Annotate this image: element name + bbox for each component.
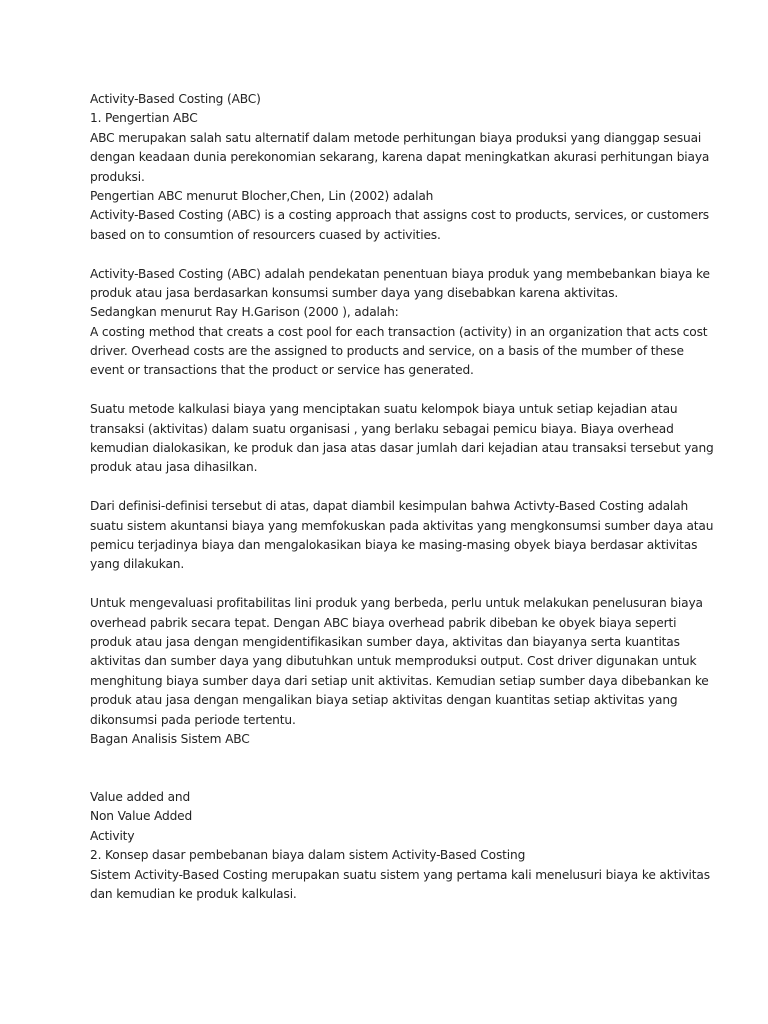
diagram-spacer	[90, 749, 690, 768]
paragraph-line: produk atau jasa dengan mengalikan biaya setiap aktivitas dengan kuantitas setiap aktivitas yang	[90, 693, 678, 708]
paragraph-line: dan kemudian ke produk kalkulasi.	[90, 887, 297, 902]
paragraph-line: based on to consumtion of resourcers cuased by activities.	[90, 227, 441, 242]
paragraph-line: Activity-Based Costing (ABC) adalah pendekatan penentuan biaya produk yang membebankan biaya ke	[90, 266, 710, 281]
paragraph-line: produksi.	[90, 169, 145, 184]
document-title: Activity-Based Costing (ABC)	[90, 92, 261, 106]
paragraph-spacer	[90, 575, 690, 594]
paragraph-line: dikonsumsi pada periode tertentu.	[90, 712, 296, 727]
paragraph-spacer	[90, 245, 690, 264]
diagram-spacer	[90, 769, 690, 788]
paragraph-line: produk atau jasa dihasilkan.	[90, 460, 258, 475]
paragraph-line: menghitung biaya sumber daya dari setiap unit aktivitas. Kemudian setiap sumber daya dibebankan ke	[90, 673, 709, 688]
paragraph-line: overhead pabrik secara tepat. Dengan ABC biaya overhead pabrik dibeban ke obyek biaya seperti	[90, 615, 677, 630]
paragraph-line: kemudian dialokasikan, ke produk dan jasa atas dasar jumlah dari kejadian atau transaksi tersebut yang	[90, 441, 714, 456]
paragraph-line: Sistem Activity-Based Costing merupakan suatu sistem yang pertama kali menelusuri biaya ke aktivitas	[90, 867, 710, 882]
section-heading-pengertian: 1. Pengertian ABC	[90, 111, 198, 126]
paragraph-line: Activity-Based Costing (ABC) is a costing approach that assigns cost to products, services, or customers	[90, 208, 710, 223]
document-body	[90, 90, 714, 904]
paragraph-spacer	[90, 478, 690, 497]
paragraph-spacer	[90, 381, 690, 400]
paragraph-line: Dari definisi-definisi tersebut di atas, dapat diambil kesimpulan bahwa Activty-Based Costing adalah	[90, 499, 689, 514]
paragraph-line: aktivitas dan sumber daya yang dibutuhkan untuk memproduksi output. Cost driver digunakan untuk	[90, 654, 697, 669]
paragraph-line: yang dilakukan.	[90, 557, 185, 572]
paragraph-line: Sedangkan menurut Ray H.Garison (2000 ), adalah:	[90, 305, 399, 320]
paragraph-line: ABC merupakan salah satu alternatif dalam metode perhitungan biaya produksi yang dianggap sesuai	[90, 130, 702, 145]
diagram-label: Activity	[90, 828, 135, 843]
paragraph-line: Pengertian ABC menurut Blocher,Chen, Lin (2002) adalah	[90, 188, 434, 203]
paragraph-line: produk atau jasa berdasarkan konsumsi sumber daya yang disebabkan karena aktivitas.	[90, 285, 619, 300]
paragraph-line: transaksi (aktivitas) dalam suatu organisasi , yang berlaku sebagai pemicu biaya. Biaya overhead	[90, 421, 674, 436]
paragraph-line: A costing method that creats a cost pool for each transaction (activity) in an organization that acts cost	[90, 324, 708, 339]
paragraph-line: Untuk mengevaluasi profitabilitas lini produk yang berbeda, perlu untuk melakukan penelusuran biaya	[90, 596, 703, 611]
paragraph-line: dengan keadaan dunia perekonomian sekarang, karena dapat meningkatkan akurasi perhitungan biaya	[90, 150, 710, 165]
paragraph-line: Suatu metode kalkulasi biaya yang menciptakan suatu kelompok biaya untuk setiap kejadian atau	[90, 402, 678, 417]
paragraph-line: pemicu terjadinya biaya dan mengalokasikan biaya ke masing-masing obyek biaya berdasar aktivitas	[90, 537, 698, 552]
paragraph-line: suatu sistem akuntansi biaya yang memfokuskan pada aktivitas yang mengkonsumsi sumber daya atau	[90, 518, 714, 533]
paragraph-line: produk atau jasa dengan mengidentifikasikan sumber daya, aktivitas dan biayanya serta kuantitas	[90, 634, 680, 649]
diagram-caption: Bagan Analisis Sistem ABC	[90, 731, 250, 746]
diagram-label: Non Value Added	[90, 809, 193, 824]
paragraph-line: event or transactions that the product or service has generated.	[90, 363, 474, 378]
diagram-label: Value added and	[90, 790, 191, 805]
section-heading-konsep: 2. Konsep dasar pembebanan biaya dalam sistem Activity-Based Costing	[90, 848, 526, 863]
paragraph-line: driver. Overhead costs are the assigned to products and service, on a basis of the mumber of these	[90, 344, 684, 359]
